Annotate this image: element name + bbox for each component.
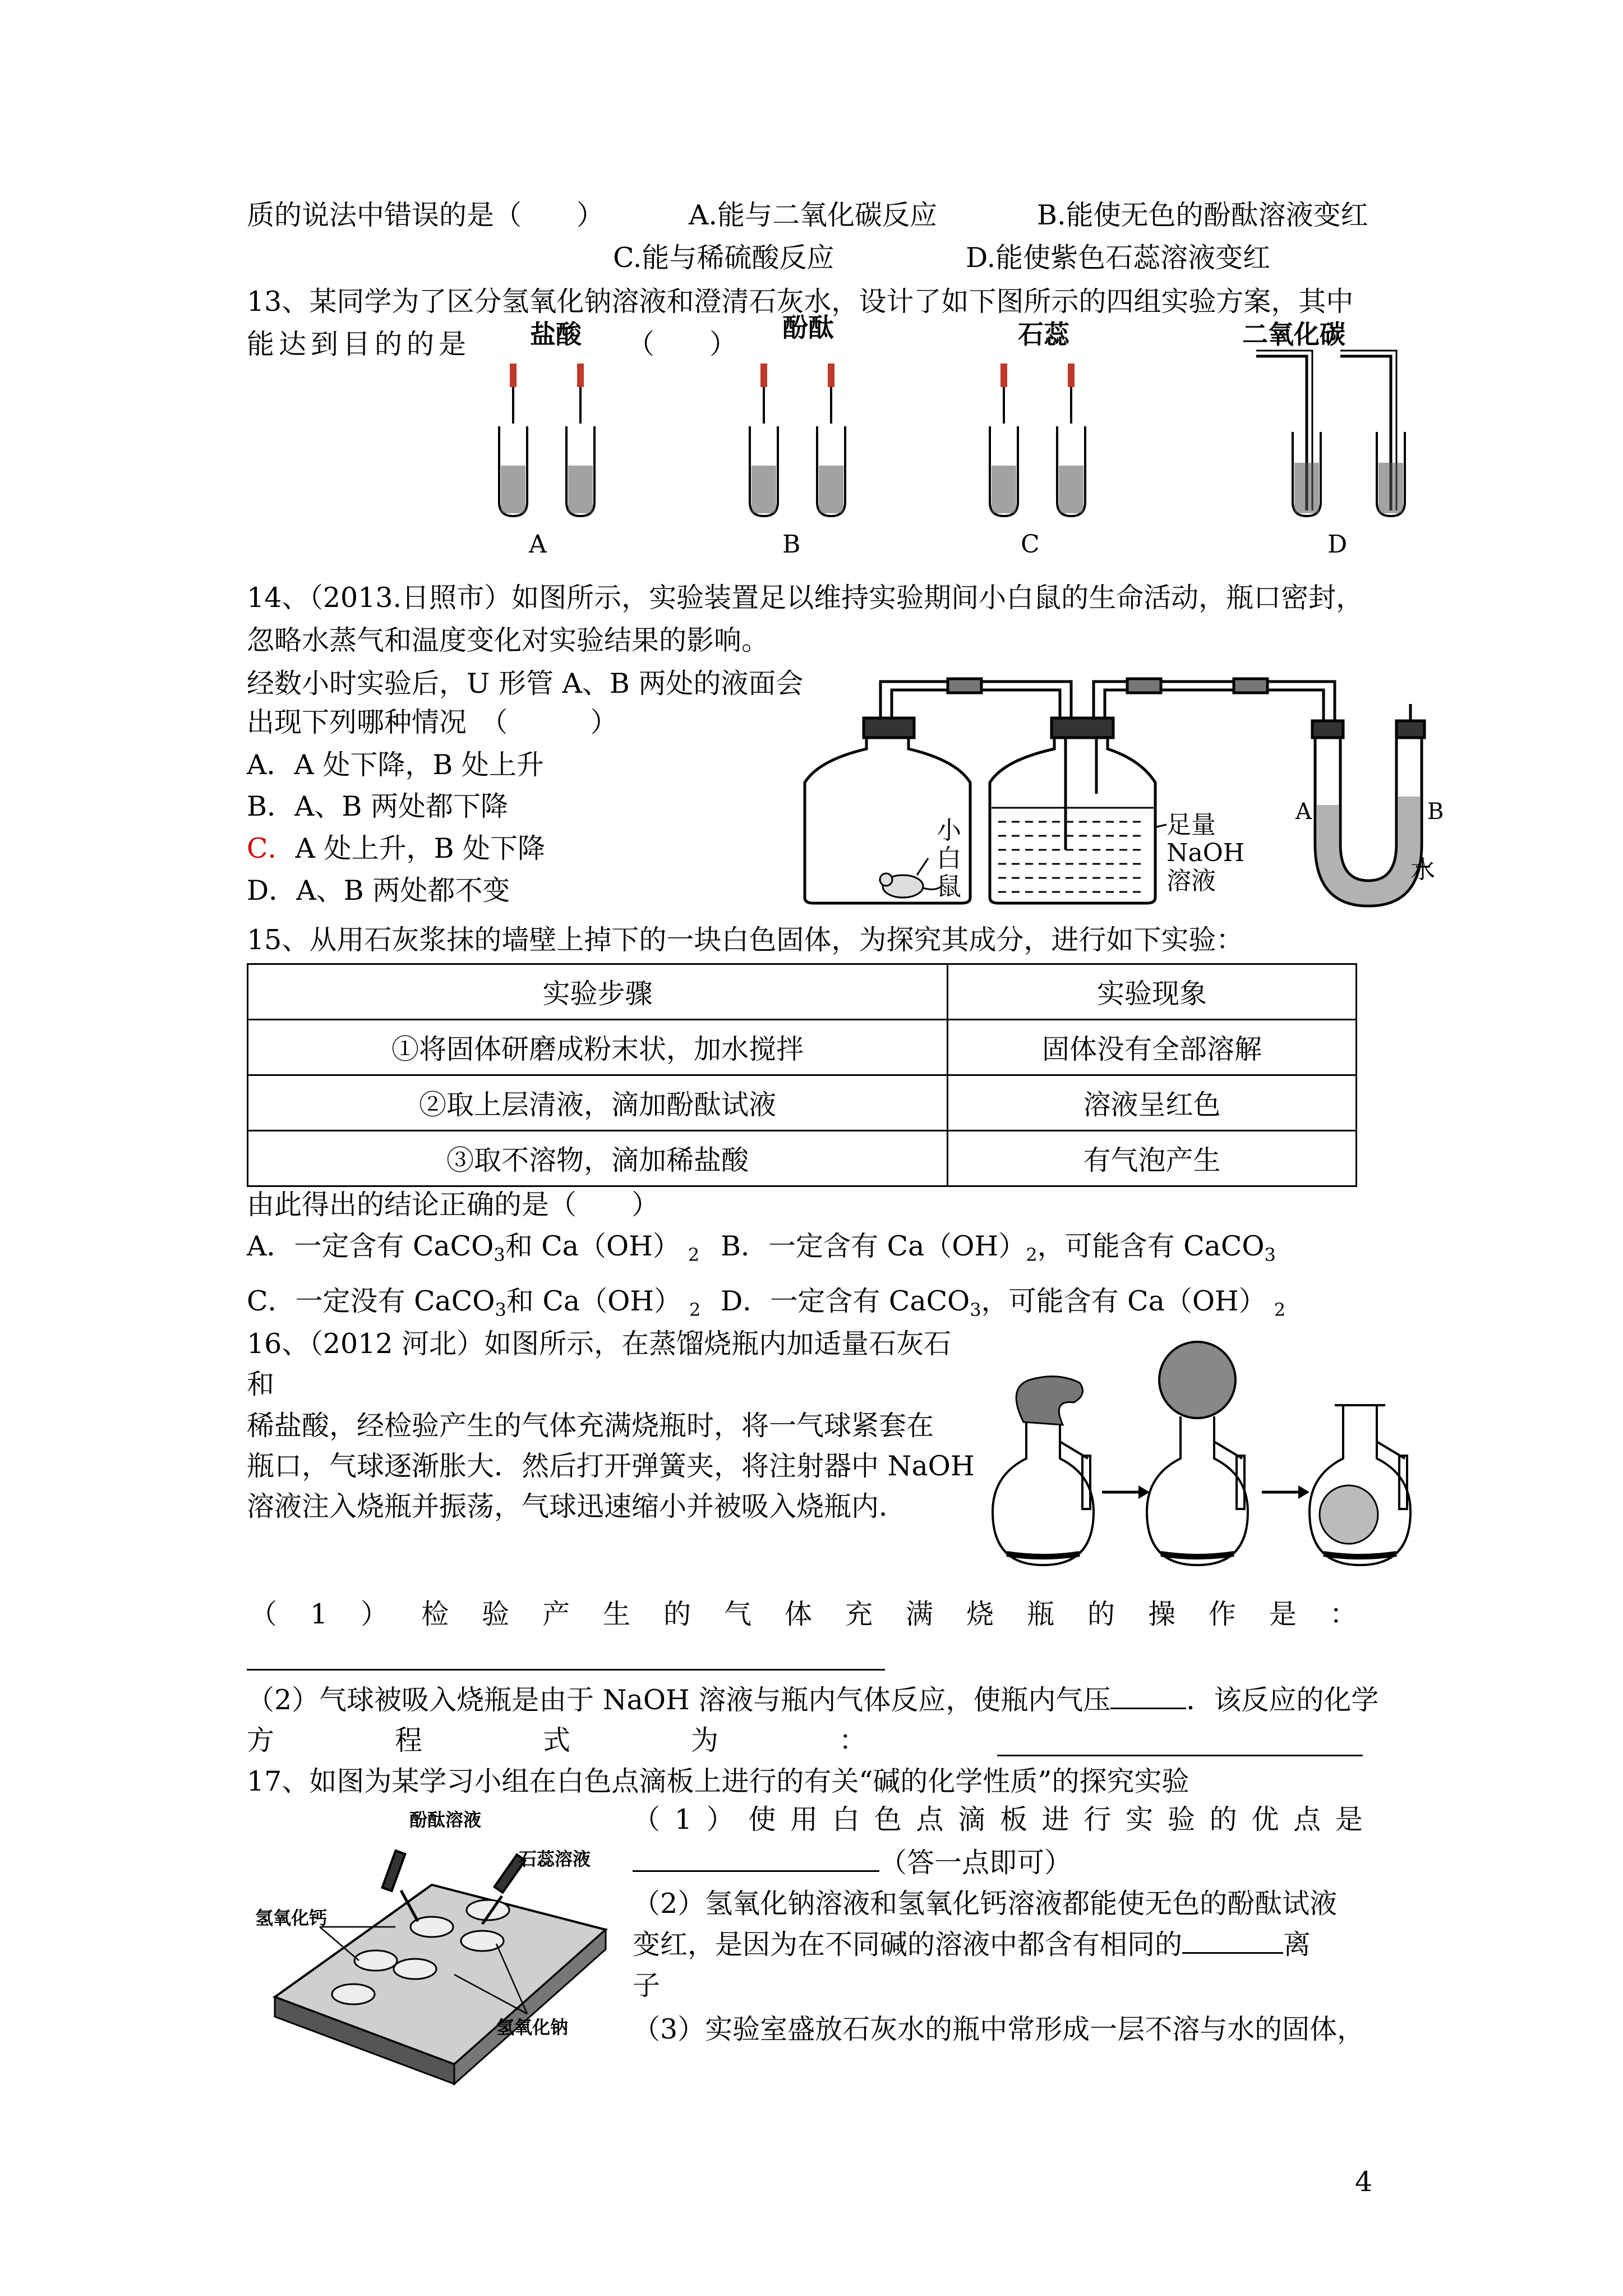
q16-part3-char: 程	[394, 1724, 422, 1756]
q17-part1-char: 是	[1335, 1803, 1363, 1835]
q17-part2-line2: 变红，是因为在不同碱的溶液中都含有相同的 离	[633, 1929, 1311, 1961]
q15-stem: 15、从用石灰浆抹的墙壁上掉下的一块白色固体，为探究其成分，进行如下实验：	[247, 924, 1244, 956]
table-row	[248, 1020, 1357, 1075]
mouse-icon	[880, 873, 943, 898]
q15-observation-3: 有气泡产生	[948, 1131, 1357, 1186]
q12-option-d: D.能使紫色石蕊溶液变红	[966, 242, 1271, 274]
q16-equation-blank[interactable]	[997, 1755, 1363, 1756]
q17-advantage-blank[interactable]	[633, 1846, 879, 1872]
q14-label-naoh-1: 足量	[1166, 811, 1216, 839]
q14-option-a: A．A 处下降，B 处上升	[247, 749, 544, 781]
q14-option-c	[247, 832, 545, 866]
q16-part1-char: ：	[1329, 1598, 1357, 1630]
q17-label-phenol: 酚酞溶液	[409, 1809, 482, 1830]
q17-part1-char: 实	[1126, 1803, 1154, 1835]
q14-label-mouse-2: 白	[937, 844, 961, 873]
q17-part1-char: 点	[916, 1803, 944, 1835]
q16-part3-char: 为	[690, 1724, 718, 1756]
q15-conclusion: 由此得出的结论正确的是（ ）	[247, 1189, 660, 1221]
q13-reagent-label-litmus	[1018, 319, 1070, 349]
q12-option-c: C.能与稀硫酸反应	[613, 242, 834, 274]
q13-label-c: C	[1021, 530, 1040, 559]
q12-line1: 质的说法中错误的是（ ）	[247, 199, 605, 231]
q14-stem-line4: 出现下列哪种情况 （ ）	[247, 706, 618, 738]
q16-part1-char: 产	[542, 1598, 570, 1630]
q13-reagent-label-hcl	[530, 319, 582, 349]
q17-part1-char: 进	[1041, 1803, 1069, 1835]
q17-part1-line2: （答一点即可）	[633, 1846, 1072, 1880]
q17-part1-char: 使	[748, 1803, 776, 1835]
svg-text:盐酸: 盐酸	[530, 319, 582, 349]
q15-step-3: ③取不溶物，滴加稀盐酸	[248, 1131, 948, 1186]
q16-line3: 稀盐酸，经检验产生的气体充满烧瓶时，将一气球紧套在	[247, 1410, 934, 1442]
q16-part1-answer-blank[interactable]	[247, 1669, 885, 1671]
q16-part1-char: 烧	[966, 1598, 994, 1630]
q16-part1-char: 的	[1087, 1598, 1115, 1630]
q15-observation-1: 固体没有全部溶解	[948, 1020, 1357, 1075]
q16-balloon-flask-figure	[990, 1338, 1427, 1573]
q17-part1-char: （	[633, 1803, 661, 1835]
q13-test-tube-figure	[471, 314, 1424, 572]
q14-label-naoh-2: NaOH	[1166, 839, 1245, 867]
q15-step-2: ②取上层清液，滴加酚酞试液	[248, 1075, 948, 1131]
q16-part1-char: 1	[310, 1598, 328, 1630]
q15-option-d: D．一定含有 CaCO$_3$，可能含有 Ca（OH） $_2$	[721, 1285, 1286, 1320]
q16-part1-char: 验	[482, 1598, 510, 1630]
svg-text:二氧化碳: 二氧化碳	[1242, 319, 1345, 349]
q16-line4: 瓶口，气球逐渐胀大．然后打开弹簧夹，将注射器中 NaOH	[247, 1450, 975, 1482]
table-row	[248, 1075, 1357, 1131]
q17-part1-char: 色	[874, 1803, 902, 1835]
q14-label-a: A	[1295, 799, 1312, 825]
q16-part1-char: 满	[906, 1598, 934, 1630]
q15-header-observations: 实验现象	[948, 964, 1357, 1020]
table-header-row	[248, 964, 1357, 1020]
q14-label-mouse-3: 鼠	[937, 872, 961, 901]
q17-part1-char: 白	[832, 1803, 860, 1835]
svg-text:酚酞: 酚酞	[782, 312, 834, 343]
q13-label-d: D	[1327, 530, 1348, 559]
q16-part1-char: 气	[724, 1598, 752, 1630]
q16-part1-char: 瓶	[1026, 1598, 1054, 1630]
q17-part1-char: 点	[1293, 1803, 1321, 1835]
q14-option-d: D．A、B 两处都不变	[247, 875, 510, 907]
q16-part1-char: 操	[1147, 1598, 1175, 1630]
q17-label-naoh: 氢氧化钠	[496, 2017, 569, 2038]
q15-observation-2: 溶液呈红色	[948, 1075, 1357, 1131]
q16-part1-char: 体	[785, 1598, 813, 1630]
q17-part1-char: 优	[1251, 1803, 1279, 1835]
q17-part2-line1: （2）氢氧化钠溶液和氢氧化钙溶液都能使无色的酚酞试液	[633, 1888, 1338, 1920]
q16-part1-line	[250, 1598, 1357, 1631]
q14-label-water: 水	[1410, 855, 1435, 884]
q14-stem-line2: 忽略水蒸气和温度变化对实验结果的影响。	[247, 624, 769, 656]
q17-ion-blank[interactable]	[1182, 1927, 1283, 1954]
q17-label-caoh: 氢氧化钙	[255, 1907, 328, 1929]
arrow-right-icon	[1102, 1485, 1150, 1499]
q16-part1-char: 作	[1208, 1598, 1236, 1630]
q17-spot-plate-figure	[247, 1801, 628, 2098]
q13-label-b: B	[782, 530, 801, 559]
q14-label-naoh-3: 溶液	[1166, 867, 1216, 895]
q17-part1-line	[633, 1803, 1363, 1837]
q17-part1-char: 滴	[958, 1803, 986, 1835]
q16-pressure-blank[interactable]	[1110, 1683, 1186, 1709]
q14-option-c-letter: C．	[247, 832, 296, 864]
q16-part2-line: （2）气球被吸入烧瓶是由于 NaOH 溶液与瓶内气体反应，使瓶内气压 ．该反应的化学	[247, 1684, 1379, 1716]
page-number: 4	[1355, 2166, 1373, 2198]
q17-part2-line3: 子	[633, 1970, 661, 2001]
q16-part1-char: 检	[421, 1598, 449, 1630]
q17-part3-line1: （3）实验室盛放石灰水的瓶中常形成一层不溶与水的固体，	[633, 2013, 1365, 2045]
arrow-right-icon	[1262, 1485, 1310, 1499]
q15-option-a: A．一定含有 CaCO$_3$和 Ca（OH） $_2$	[247, 1230, 700, 1266]
q16-line5: 溶液注入烧瓶并振荡，气球迅速缩小并被吸入烧瓶内．	[247, 1490, 907, 1522]
q13-reagent-label-co2	[1242, 319, 1345, 349]
q17-part1-char: 用	[790, 1803, 818, 1835]
q14-label-mouse-1: 小	[937, 816, 961, 845]
q14-stem-line3: 经数小时实验后，U 形管 A、B 两处的液面会	[247, 668, 804, 700]
q16-part1-char: 是	[1269, 1598, 1297, 1630]
q12-option-a: A.能与二氧化碳反应	[689, 199, 937, 231]
q14-option-c-text: A 处上升，B 处下降	[295, 832, 546, 864]
q15-step-1: ①将固体研磨成粉末状，加水搅拌	[248, 1020, 948, 1075]
q13-reagent-label-phenol	[782, 312, 834, 343]
q14-apparatus-figure	[796, 665, 1444, 912]
table-row	[248, 1131, 1357, 1186]
q14-label-b: B	[1427, 799, 1444, 825]
q17-stem: 17、如图为某学习小组在白色点滴板上进行的有关“碱的化学性质”的探究实验	[247, 1765, 1189, 1797]
q12-option-b: B.能使无色的酚酞溶液变红	[1037, 199, 1368, 231]
q16-part1-char: 生	[603, 1598, 631, 1630]
q14-stem-line1: 14、（2013.日照市）如图所示，实验装置足以维持实验期间小白鼠的生命活动，瓶口密封，	[247, 582, 1364, 614]
q14-option-b: B．A、B 两处都下降	[247, 790, 508, 822]
q13-stem-line1: 13、某同学为了区分氢氧化钠溶液和澄清石灰水，设计了如下图所示的四组实验方案，其中	[247, 286, 1354, 318]
q16-part3-char: ：	[838, 1724, 866, 1756]
q17-part1-char: 的	[1209, 1803, 1237, 1835]
q15-experiment-table	[247, 963, 1357, 1187]
q13-stem-line2: 能达到目的的是	[247, 328, 471, 360]
q17-part1-char: 行	[1083, 1803, 1112, 1835]
q16-part1-char: 的	[663, 1598, 691, 1630]
q16-part1-char: 充	[845, 1598, 873, 1630]
q16-part1-char: （	[250, 1598, 278, 1630]
q17-part1-char: ）	[706, 1803, 734, 1835]
q15-header-steps: 实验步骤	[248, 964, 948, 1020]
q15-option-c: C．一定没有 CaCO$_3$和 Ca（OH） $_2$	[247, 1285, 701, 1320]
q16-line1: 16、（2012 河北）如图所示，在蒸馏烧瓶内加适量石灰石	[247, 1328, 952, 1360]
q17-label-litmus: 石蕊溶液	[519, 1848, 591, 1870]
q13-answer-paren: （ ）	[627, 328, 737, 360]
q13-label-a: A	[529, 530, 547, 559]
q16-part3-line	[247, 1724, 866, 1757]
q17-part1-char: 验	[1167, 1803, 1195, 1835]
q16-part3-char: 式	[542, 1724, 570, 1756]
q16-line2: 和	[247, 1368, 275, 1400]
svg-text:石蕊: 石蕊	[1018, 319, 1069, 349]
q17-part1-char: 板	[999, 1803, 1027, 1835]
q15-option-b: B．一定含有 $Ca(OH)_2$，可能含有 CaCO$_3$	[721, 1230, 1276, 1266]
q16-part3-char: 方	[247, 1724, 275, 1756]
q17-part1-char: 1	[674, 1803, 692, 1835]
q16-part1-char: ）	[361, 1598, 389, 1630]
